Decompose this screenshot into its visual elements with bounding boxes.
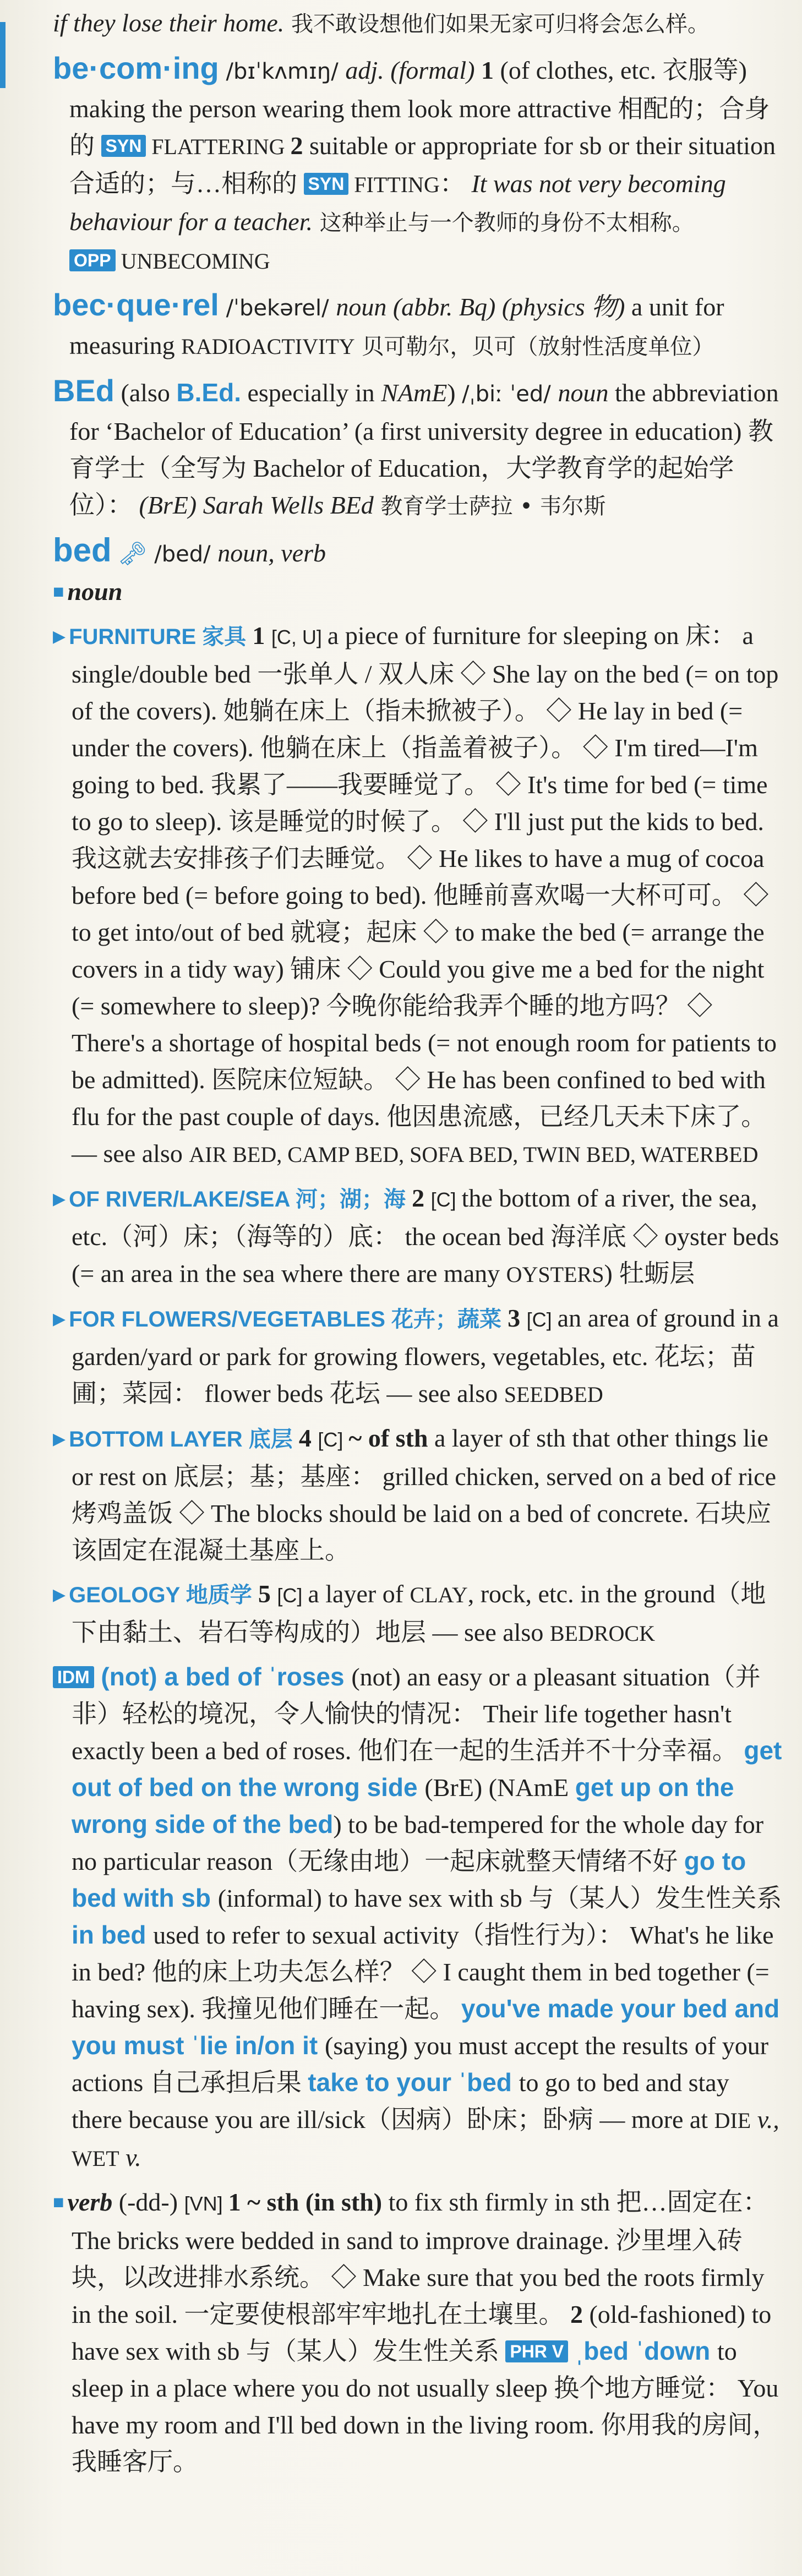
entry-bed-abbreviation	[53, 372, 785, 525]
noun-label-line	[53, 573, 785, 610]
square-bullet-icon: ■	[53, 2192, 64, 2213]
synonym: FITTING	[348, 172, 440, 197]
definition: suitable or appropriate for sb or their situation 合适的；与…相称的	[69, 132, 776, 198]
sense-body-cont: , rock, etc. in the ground（地下由黏土、岩石等构成的）地层 — see also	[72, 1580, 766, 1646]
sense-body: to fix sth firmly in sth 把…固定在： The bricks were bedded in sand to improve drainage. 沙里埋入砖块，以改进排水系统。 ◇ Make sure that you bed the roots firmly in the soil. 一定要使根部牢牢地扎在土壤里。	[72, 2188, 768, 2328]
triangle-bullet-icon: ▶	[53, 1310, 66, 1328]
synonym: FLATTERING	[146, 134, 291, 159]
idiom: go to bed with sb	[72, 1847, 746, 1912]
sense-number: 4	[298, 1424, 318, 1452]
sense-flower-bed	[53, 1300, 785, 1413]
idiom: in bed	[72, 1920, 154, 1949]
triangle-bullet-icon: ▶	[53, 1430, 66, 1448]
idiom-variant: get up on the wrong side of the bed	[72, 1773, 734, 1838]
continued-example	[53, 4, 785, 43]
sense-number: 1	[481, 56, 500, 84]
opposite: UNBECOMING	[115, 249, 270, 274]
syn-tag: SYN	[304, 173, 349, 195]
sense-number: 2	[290, 132, 310, 160]
idiom: you've made your bed and you must ˈlie in/on it	[72, 1994, 780, 2060]
grammar-pattern: ~ of sth	[348, 1424, 434, 1452]
entry-becoming	[53, 50, 785, 280]
triangle-bullet-icon: ▶	[53, 1190, 66, 1208]
verb-label: verb	[67, 2188, 113, 2216]
shortcut: GEOLOGY 地质学	[69, 1583, 258, 1607]
sense-number: 3	[508, 1304, 527, 1332]
triangle-bullet-icon: ▶	[53, 627, 66, 646]
shortcut: FOR FLOWERS/VEGETABLES 花卉；蔬菜	[69, 1307, 508, 1331]
example-translation: 这种举止与一个教师的身份不太相称。	[313, 210, 694, 236]
sense-furniture	[53, 617, 785, 1173]
part-of-speech: noun	[558, 379, 609, 407]
variant: B.Ed.	[176, 378, 241, 407]
sense-body: an area of ground in a garden/yard or park for growing flowers, vegetables, etc. 花坛；苗圃；菜园： flower beds 花坛 — see also	[72, 1304, 779, 1407]
see-also: AIR BED, CAMP BED, SOFA BED, TWIN BED, WATERBED	[189, 1142, 759, 1167]
definition-translation: 贝可勒尔，贝可（放射性活度单位）	[354, 334, 714, 359]
idiom: take to your ˈbed	[308, 2068, 519, 2097]
definition: the abbreviation for ‘Bachelor of Education’ (a first university degree in education) 教育学士（全写为 Bachelor of Education，大学教育学的起始学位）：	[69, 379, 779, 519]
part-of-speech: noun, verb	[217, 539, 326, 567]
phrv-tag: PHR V	[505, 2340, 568, 2362]
sense-body: a layer of sth that other things lie or rest on 底层；基；基座： grilled chicken, served on a bed of rice 烤鸡盖饭 ◇ The blocks should be laid on a bed of concrete. 石块应该固定在混凝土基座上。	[72, 1424, 776, 1564]
headword-bed-abbr: BEd	[53, 373, 114, 408]
sense-body: (old-fashioned) to have sex with sb 与（某人）发生性关系	[72, 2300, 772, 2365]
shortcut: OF RIVER/LAKE/SEA 河；湖；海	[69, 1187, 412, 1211]
pronunciation: /ˈbekərel/	[219, 296, 336, 321]
part-of-speech: noun	[336, 293, 387, 321]
see-also: SEEDBED	[504, 1382, 603, 1407]
sense-body: a layer of	[308, 1580, 410, 1608]
triangle-bullet-icon: ▶	[53, 1586, 66, 1604]
example-translation: 教育学士萨拉 • 韦尔斯	[373, 494, 606, 519]
usage-label: especially in	[241, 379, 381, 407]
pronunciation: /bɪˈkʌmɪŋ/	[219, 59, 346, 84]
also-label: (also	[114, 379, 177, 407]
verb-inflection: (-dd-)	[112, 2188, 184, 2216]
headword-becoming: be·com·ing	[53, 51, 219, 85]
syn-tag: SYN	[101, 135, 146, 157]
verb-pattern-code: [VN]	[184, 2192, 228, 2215]
idiom-definition: to go to bed and stay there because you are ill/sick（因病）卧床；卧病 — more at	[72, 2069, 729, 2133]
sense-river-bed	[53, 1180, 785, 1293]
sense-geology	[53, 1575, 785, 1652]
verb-block	[53, 2184, 785, 2480]
idm-tag: IDM	[53, 1666, 94, 1688]
shortcut: BOTTOM LAYER 底层	[69, 1427, 299, 1451]
shortcut: FURNITURE 家具	[69, 625, 253, 649]
key-icon: 🗝	[118, 542, 148, 567]
cross-reference: WET	[72, 2146, 119, 2171]
opp-tag: OPP	[69, 249, 116, 271]
grammar-code: [C]	[430, 1188, 462, 1211]
idiom-definition: (not) an easy or a pleasant situation（并非）轻松的境况，令人愉快的情况： Their life together hasn't exactly been a bed of roses. 他们在一起的生活并不十分幸福。	[72, 1663, 761, 1765]
sense-number: 1	[228, 2188, 248, 2216]
entry-bed	[53, 532, 785, 573]
cross-reference: OYSTERS	[506, 1262, 604, 1287]
abbreviation: (abbr. Bq)	[386, 293, 502, 321]
part-of-speech: adj.	[345, 56, 384, 84]
sense-number: 2	[570, 2300, 590, 2328]
dictionary-column	[53, 4, 785, 2480]
square-bullet-icon: ■	[53, 582, 64, 602]
headword-bed: bed	[53, 532, 112, 569]
headword-becquerel: bec·que·rel	[53, 287, 219, 322]
grammar-code: [C]	[526, 1308, 558, 1331]
idioms-block	[53, 1658, 785, 2177]
region-label: NAmE	[381, 379, 448, 407]
definition: a unit for measuring	[69, 293, 724, 359]
pronunciation: /bed/	[147, 542, 218, 567]
paren-close: )	[447, 379, 462, 407]
noun-label: noun	[67, 577, 123, 605]
sense-number: 2	[412, 1184, 431, 1212]
cross-reference: RADIOACTIVITY	[181, 334, 355, 359]
idiom-definition: (informal) to have sex with sb 与（某人）发生性关系	[217, 1884, 782, 1912]
phrasal-verb-definition: to sleep in a place where you do not usually sleep 换个地方睡觉： You have my room and I'll bed down in the living room. 你用我的房间，我睡客厅。	[72, 2337, 779, 2476]
grammar-code: [C]	[318, 1428, 349, 1451]
idiom: (not) a bed of ˈroses	[94, 1662, 352, 1691]
pos-abbrev: v.,	[751, 2105, 779, 2133]
idiom: get out of bed on the wrong side	[72, 1736, 782, 1802]
register-label: (formal)	[384, 56, 482, 84]
sense-body: a piece of furniture for sleeping on 床： a single/double bed 一张单人 / 双人床 ◇ She lay on the bed (= on top of the covers). 她躺在床上（指未掀被子）。 ◇ He lay in bed (= under the covers). 他躺在床上（指盖着被子）。 ◇ I'm tired—I'm going to bed. 我累了——我要睡觉了。 ◇ It's time for bed (= time to go to sleep). 该是睡觉的时候了。 ◇ I'll just put the kids to bed. 我这就去安排孩子们去睡觉。 ◇ He likes to have a mug of cocoa before bed (= before going to bed). 他睡前喜欢喝一大杯可可。 ◇ to get into/out of bed 就寝；起床 ◇ to make the bed (= arrange the covers in a tidy way) 铺床 ◇ Could you give me a bed for the night (= somewhere to sleep)? 今晚你能给我弄个睡的地方吗？ ◇ There's a shortage of hospital beds (= not enough room for patients to be admitted). 医院床位短缺。 ◇ He has been confined to bed with flu for the past couple of days. 他因患流感，已经几天未下床了。 — see also	[72, 621, 779, 1167]
see-also: BEDROCK	[549, 1621, 655, 1646]
sense-bottom-layer	[53, 1420, 785, 1569]
idiom-definition: ) to be bad-tempered for the whole day for no particular reason（无缘由地）一起床就整天情绪不好	[72, 1810, 764, 1875]
cross-reference: DIE	[714, 2108, 751, 2133]
example-text: if they lose their home.	[53, 9, 285, 37]
field-label: (physics 物)	[501, 293, 631, 321]
grammar-pattern: ~ sth (in sth)	[247, 2188, 389, 2216]
example-text: (BrE) Sarah Wells BEd	[139, 491, 374, 519]
sense-number: 1	[252, 621, 271, 650]
idiom-definition: (saying) you must accept the results of your actions 自己承担后果	[72, 2032, 769, 2097]
sense-number: 5	[258, 1580, 277, 1608]
phrasal-verb: ˌbed ˈdown	[568, 2337, 717, 2365]
example-text: It was not very becoming behaviour for a teacher.	[69, 170, 726, 236]
pronunciation: /ˌbiː ˈed/	[462, 381, 558, 407]
sense-end: ) 牡蛎层	[604, 1259, 695, 1287]
grammar-code: [C]	[277, 1584, 308, 1607]
entry-becquerel	[53, 286, 785, 365]
sense-body: the bottom of a river, the sea, etc.（河）床；（海等的）底： the ocean bed 海洋底 ◇ oyster beds (= an area in the sea where there are many	[72, 1184, 779, 1287]
grammar-code: [C, U]	[271, 626, 328, 648]
definition: (of clothes, etc. 衣服等) making the person wearing them look more attractive 相配的；合身的	[69, 56, 770, 160]
idiom-definition: (BrE) (NAmE	[424, 1773, 575, 1802]
example-translation: 我不敢设想他们如果无家可归将会怎么样。	[284, 12, 710, 37]
idiom-definition: used to refer to sexual activity（指性行为）： What's he like in bed? 他的床上功夫怎么样？ ◇ I caught them in bed together (= having sex). 我撞见他们睡在一起。	[72, 1921, 774, 2023]
cross-reference: CLAY	[410, 1582, 468, 1607]
colon: ：	[439, 170, 472, 198]
pos-abbrev: v.	[119, 2143, 141, 2171]
thumb-index-tab	[0, 22, 6, 88]
